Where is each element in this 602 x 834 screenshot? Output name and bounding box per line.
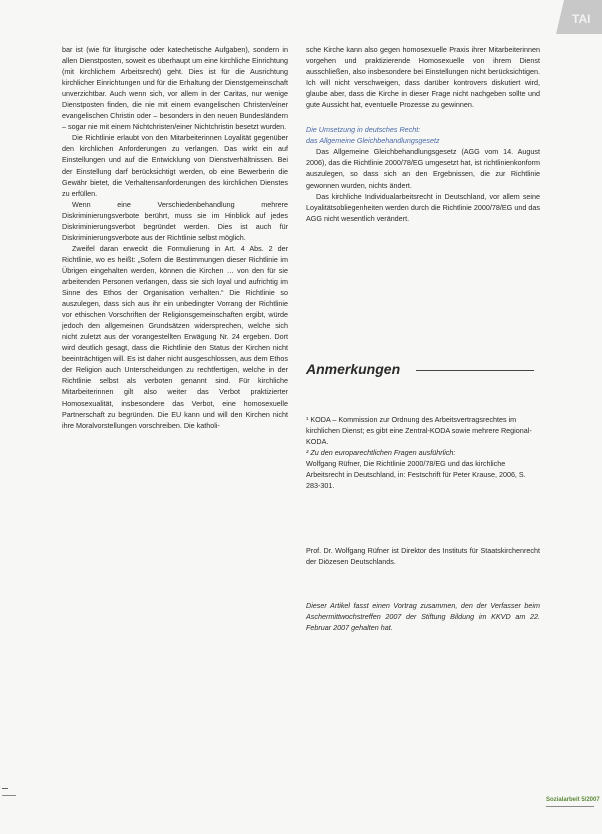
- footnote-2-intro: ² Zu den europarechtlichen Fragen ausführlich:: [306, 448, 456, 457]
- right-column: [306, 44, 540, 224]
- anmerkungen-header: [306, 361, 540, 379]
- left-paragraph: Die Richtlinie erlaubt von den Mitarbeiterinnen Loyalität gegenüber den kirchlichen Anforderungen zu verlangen. Das wirkt ein auf Einstellungen und auf die Entwicklung von Dienstverhältnissen. Bei der Einstellung darf berücksichtigt werden, ob eine Bewerberin die Gewähr bietet, die Verhaltensanforderungen des kirchlichen Dienstes zu erfüllen.: [62, 133, 288, 198]
- section-subheading: [306, 124, 540, 146]
- author-info: Prof. Dr. Wolfgang Rüfner ist Direktor des Instituts für Staatskirchenrecht der Diözesen Deutschlands.: [306, 546, 540, 566]
- right-paragraph-2: Das Allgemeine Gleichbehandlungsgesetz (AGG vom 14. August 2006), das die Richtlinie 2000/78/EG umgesetzt hat, ist richtlinienkonform auszulegen, so dass sich an den Ergebnissen, die zur Richtlinie gewonnen wurden, nichts ändert.: [306, 147, 540, 190]
- left-paragraph: bar ist (wie für liturgische oder katechetische Aufgaben), sondern in allen Dienstposten, soweit es überhaupt um eine kirchliche Einrichtung (mit kirchlichem Arbeitsrecht) geht. Dies ist für die Ausrichtung kirchlicher Einrichtungen und für die Erhaltung der Dienstgemeinschaft unverzichtbar. Auch wenn sich, vor allem in der Caritas, nur wenige Dienstposten finden, die nie mit einem evangelischen Christen/einer evangelischen Christin oder – besonders in den neuen Bundesländern – sogar nie mit einem Nichtchristen/einer Nichtchristin besetzt wurden.: [62, 45, 288, 132]
- source-note: Dieser Artikel fasst einen Vortrag zusammen, den der Verfasser beim Aschermittwochstreffen 2007 der Stiftung Bildung im KKVD am 22. Februar 2007 gehalten hat.: [306, 601, 540, 632]
- footer-rule: [546, 806, 594, 807]
- left-paragraph: Wenn eine Verschiedenbehandlung mehrere Diskriminierungsverbote berührt, muss sie im Hinblick auf jedes Diskriminierungsverbot begründet werden. Dies ist auch für Diskriminierungsverbote aus der Richtlinie selbst möglich.: [62, 199, 288, 242]
- footnote-2-text: Wolfgang Rüfner, Die Richtlinie 2000/78/EG und das kirchliche Arbeitsrecht in Deutschland, in: Festschrift für Peter Krause, 2006, S. 283-301.: [306, 459, 526, 490]
- margin-mark: [2, 788, 8, 789]
- footer-journal: Sozialarbeit 5/2007: [546, 797, 600, 803]
- right-paragraph-1: sche Kirche kann also gegen homosexuelle Praxis ihrer Mitarbeiterinnen vorgehen und praktizierende Homosexuelle von ihrem Dienst ausschließen, also insbesondere bei Einstellungen nicht berücksichtigen. Ich will nicht verschweigen, dass darüber kontrovers diskutiert wird, glaube aber, dass die Kirche in dieser Frage nicht nachgeben sollte und gute Aussicht hat, eventuelle Prozesse zu gewinnen.: [306, 45, 540, 110]
- footnote-1: ¹ KODA – Kommission zur Ordnung des Arbeitsvertragsrechtes im kirchlichen Dienst; es gibt eine Zentral-KODA sowie mehrere Regional-KODA.: [306, 415, 532, 446]
- left-paragraph: Zweifel daran erweckt die Formulierung in Art. 4 Abs. 2 der Richtlinie, wo es heißt: „Sofern die Bestimmungen dieser Richtlinie im Übrigen eingehalten werden, können die Kirchen … von den für sie arbeitenden Personen verlangen, dass sie sich loyal und aufrichtig im Sinne des Ethos der Organisation verhalten.“ Die Richtlinie so auszulegen, dass sich aus ihr ein unbedingter Vorrang der Richtlinie vor ethischen Vorschriften der Religionsgemeinschaften ergibt, würde jedoch den allgemeinen Grundsätzen widersprechen, welche sich nicht zuletzt aus der vorangestellten Erwägung Nr. 24 ergeben. Dort wird deutlich gesagt, dass die Richtlinie den Status der Kirchen nicht beeinträchtigen will. Es ist daher nicht ausgeschlossen, aus dem Ethos der Religion auch Unterscheidungen zu rechtfertigen, welche in der Richtlinie selbst als verboten genannt sind. Für kirchliche Mitarbeiterinnen gilt also weiter das Verbot praktizierter Homosexualität, insbesondere das Verbot, eine homosexuelle Partnerschaft zu begründen. Die EU kann und will den Kirchen nicht ihre Moralvorstellungen vorschreiben. Die katholi-: [62, 243, 288, 430]
- corner-tab: [552, 0, 602, 34]
- left-column: [62, 44, 288, 431]
- margin-mark: [2, 795, 16, 796]
- footnotes: [306, 414, 540, 491]
- subheading-line-2: das Allgemeine Gleichbehandlungsgesetz: [306, 136, 440, 146]
- right-paragraph-3: Das kirchliche Individualarbeitsrecht in Deutschland, vor allem seine Loyalitätsobliegenheiten werden durch die Richtlinie 2000/78/EG und das AGG nicht wesentlich verändert.: [306, 191, 540, 223]
- corner-tab-text: TAI: [572, 12, 591, 26]
- title-rule: [416, 370, 534, 371]
- subheading-line-1: Die Umsetzung in deutsches Recht:: [306, 125, 421, 135]
- anmerkungen-title: Anmerkungen: [306, 361, 401, 377]
